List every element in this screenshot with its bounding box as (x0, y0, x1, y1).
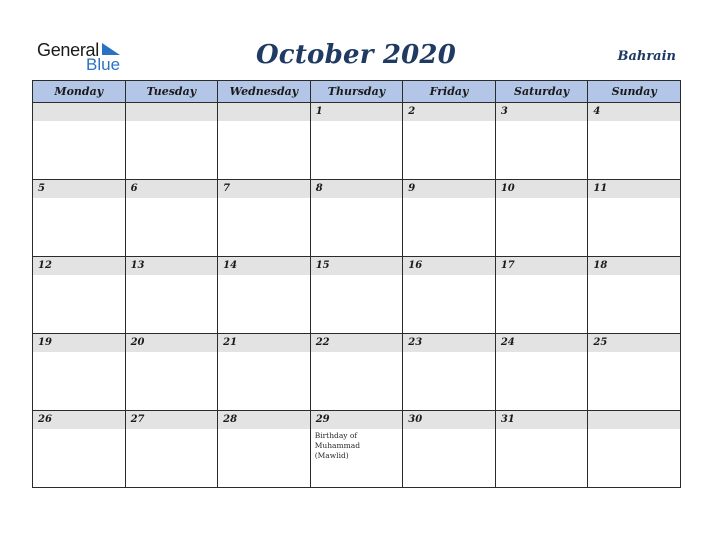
day-cell (218, 180, 311, 257)
calendar-body (33, 103, 681, 488)
logo-general-text: General (37, 40, 99, 60)
day-number: 23 (403, 334, 495, 352)
day-cell (495, 180, 588, 257)
day-cell (218, 257, 311, 334)
day-cell (495, 257, 588, 334)
day-number: 31 (496, 411, 588, 429)
day-cell (495, 334, 588, 411)
day-number: 26 (33, 411, 125, 429)
day-number: 11 (588, 180, 680, 198)
weekday-header: Saturday (495, 81, 588, 103)
day-cell (495, 103, 588, 180)
day-number (126, 103, 218, 121)
day-number: 15 (311, 257, 403, 275)
day-number: 6 (126, 180, 218, 198)
day-cell (588, 334, 681, 411)
day-cell (403, 334, 496, 411)
weekday-header: Friday (403, 81, 496, 103)
day-number: 14 (218, 257, 310, 275)
day-cell (310, 180, 403, 257)
day-cell (33, 411, 126, 488)
day-cell (588, 103, 681, 180)
week-row (33, 411, 681, 488)
day-cell (403, 180, 496, 257)
day-cell (403, 257, 496, 334)
day-cell (33, 334, 126, 411)
weekday-header: Sunday (588, 81, 681, 103)
holiday-label: Birthday of Muhammad (Mawlid) (314, 431, 360, 460)
calendar-grid (32, 80, 681, 488)
day-cell (218, 411, 311, 488)
day-cell (125, 411, 218, 488)
day-number: 29 (311, 411, 403, 429)
day-number: 30 (403, 411, 495, 429)
day-number: 8 (311, 180, 403, 198)
day-number: 19 (33, 334, 125, 352)
day-cell (310, 411, 403, 488)
day-cell (403, 103, 496, 180)
day-cell (125, 257, 218, 334)
empty-day-cell (218, 103, 311, 180)
day-cell (495, 411, 588, 488)
day-cell (310, 334, 403, 411)
day-cell (403, 411, 496, 488)
day-number: 3 (496, 103, 588, 121)
day-cell (125, 334, 218, 411)
day-cell (33, 180, 126, 257)
day-cell (125, 180, 218, 257)
day-number: 16 (403, 257, 495, 275)
day-number: 4 (588, 103, 680, 121)
day-number: 1 (311, 103, 403, 121)
day-cell (588, 257, 681, 334)
day-number: 10 (496, 180, 588, 198)
day-cell (310, 103, 403, 180)
week-row (33, 103, 681, 180)
weekday-header: Monday (33, 81, 126, 103)
day-number: 28 (218, 411, 310, 429)
day-number: 18 (588, 257, 680, 275)
empty-day-cell (125, 103, 218, 180)
page-title: October 2020 (255, 40, 457, 70)
weekday-header: Wednesday (218, 81, 311, 103)
empty-day-cell (588, 411, 681, 488)
day-number (588, 411, 680, 429)
day-number: 12 (33, 257, 125, 275)
day-number (218, 103, 310, 121)
weekday-header-row (33, 81, 681, 103)
day-number: 5 (33, 180, 125, 198)
day-number: 7 (218, 180, 310, 198)
week-row (33, 334, 681, 411)
weekday-header: Tuesday (125, 81, 218, 103)
country-label: Bahrain (617, 49, 676, 64)
week-row (33, 180, 681, 257)
day-cell (33, 257, 126, 334)
day-number: 25 (588, 334, 680, 352)
week-row (33, 257, 681, 334)
empty-day-cell (33, 103, 126, 180)
day-number: 20 (126, 334, 218, 352)
day-number: 27 (126, 411, 218, 429)
day-number: 21 (218, 334, 310, 352)
day-number: 13 (126, 257, 218, 275)
weekday-header: Thursday (310, 81, 403, 103)
day-cell (310, 257, 403, 334)
logo-blue-text: Blue (86, 55, 121, 74)
day-cell (218, 334, 311, 411)
day-cell (588, 180, 681, 257)
day-number: 22 (311, 334, 403, 352)
day-number: 2 (403, 103, 495, 121)
day-number: 9 (403, 180, 495, 198)
day-number (33, 103, 125, 121)
day-number: 17 (496, 257, 588, 275)
day-number: 24 (496, 334, 588, 352)
